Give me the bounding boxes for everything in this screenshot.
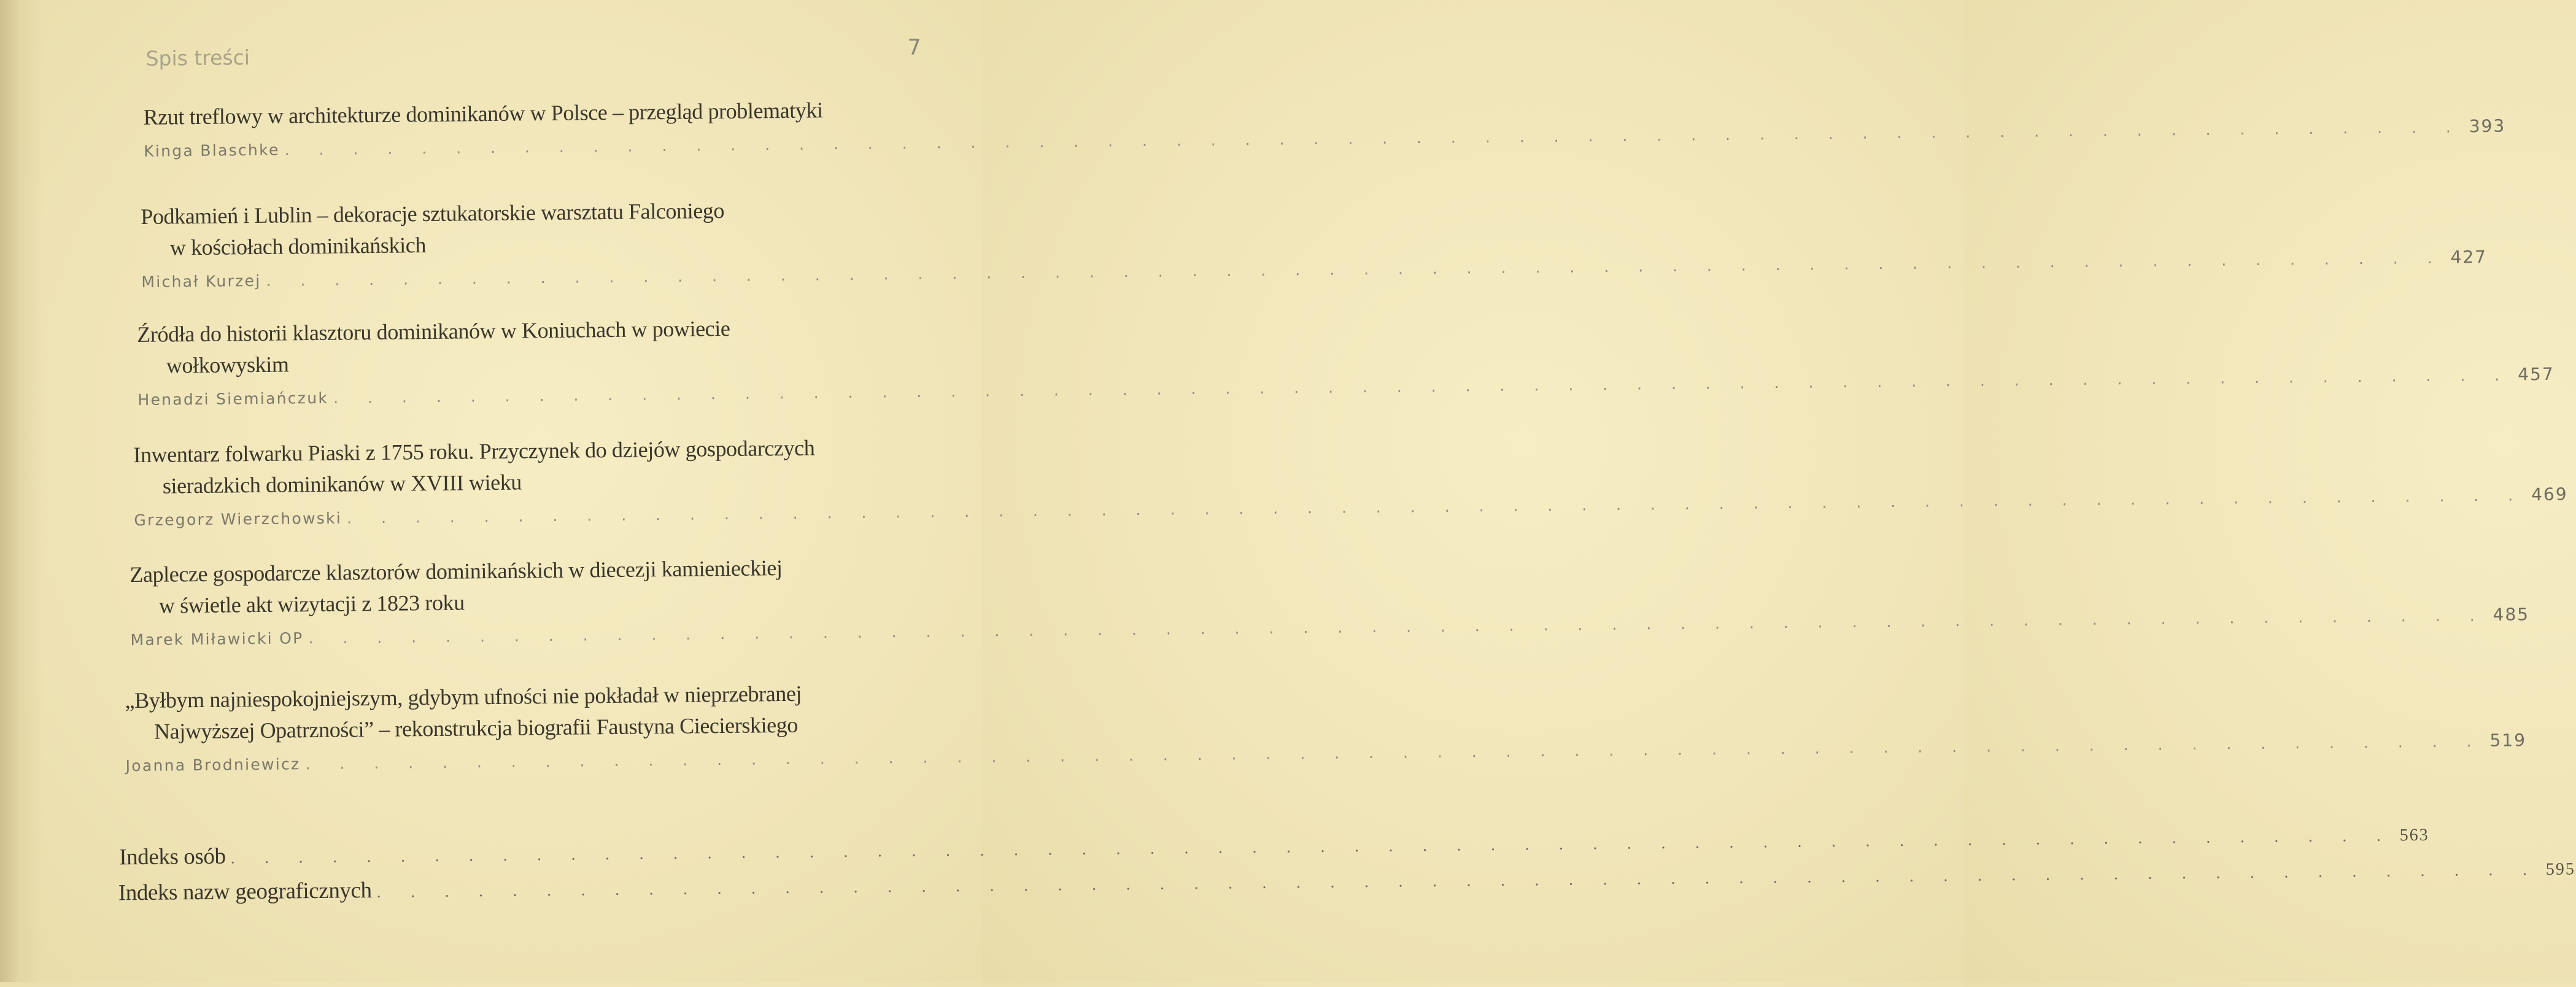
dot-leader: . . . . . . . . . . . . . . . . . . . . . . . . . . . . . . . . . . . . . . . . . . . . . . . . . . . . . . . . . . . . . . . . bbox=[230, 826, 2394, 867]
entry-author-line bbox=[144, 115, 2506, 161]
entry-title-line: Rzut treflowy w architekturze dominikanów w Polsce – przegląd problematyki bbox=[143, 98, 823, 130]
entry-title-line: sieradzkich dominikanów w XVIII wieku bbox=[162, 470, 522, 498]
entry-page-number: 519 bbox=[2489, 730, 2527, 751]
toc-index-entry[interactable] bbox=[118, 859, 2575, 908]
entry-page-number: 427 bbox=[2450, 246, 2488, 268]
entry-author: Michał Kurzej bbox=[141, 271, 261, 291]
index-title: Indeks osób bbox=[119, 843, 226, 870]
entry-title-line: Najwyższej Opatrzności” – rekonstrukcja biografii Faustyna Ciecierskiego bbox=[153, 712, 799, 744]
entry-author-line bbox=[125, 730, 2527, 776]
entry-title bbox=[143, 94, 919, 133]
entry-title-line: „Byłbym najniespokojniejszym, gdybym ufności nie pokładał w nieprzebranej bbox=[125, 681, 802, 713]
entry-title-line: Podkamień i Lublin – dekoracje sztukatorskie warsztatu Falconiego bbox=[141, 198, 725, 229]
running-header-page-number: 7 bbox=[907, 35, 921, 60]
toc-entry[interactable] bbox=[143, 94, 2506, 161]
entry-page-number: 457 bbox=[2518, 363, 2555, 385]
entry-author: Henadzi Siemiańczuk bbox=[137, 389, 329, 409]
entry-title-line: w świetle akt wizytacji z 1823 roku bbox=[158, 590, 465, 618]
entry-author: Grzegorz Wierzchowski bbox=[134, 509, 342, 530]
entry-title bbox=[141, 193, 921, 264]
entry-author: Marek Miławicki OP bbox=[130, 629, 304, 649]
dot-leader: . . . . . . . . . . . . . . . . . . . . . . . . . . . . . . . . . . . . . . . . . . . . . . . . . . . . . . . . . . . . . . . . bbox=[376, 860, 2540, 901]
dot-leader: . . . . . . . . . . . . . . . . . . . . . . . . . . . . . . . . . . . . . . . . . . . . . . . . . . . . . . . . . . . . . . . . bbox=[333, 366, 2512, 407]
entry-title bbox=[137, 311, 922, 382]
dot-leader: . . . . . . . . . . . . . . . . . . . . . . . . . . . . . . . . . . . . . . . . . . . . . . . . . . . . . . . . . . . . . . . . bbox=[308, 606, 2487, 648]
entry-title-line: Zaplecze gospodarcze klasztorów dominikańskich w diecezji kamienieckiej bbox=[130, 555, 783, 587]
toc-entry[interactable] bbox=[141, 193, 2488, 292]
entry-page-number: 485 bbox=[2493, 604, 2530, 625]
index-title: Indeks nazw geograficznych bbox=[118, 878, 372, 906]
entry-title bbox=[125, 677, 928, 748]
entry-page-number: 469 bbox=[2531, 484, 2568, 505]
entry-title bbox=[130, 551, 927, 622]
dot-leader: . . . . . . . . . . . . . . . . . . . . . . . . . . . . . . . . . . . . . . . . . . . . . . . . . . . . . . . . . . . . . . . . bbox=[284, 118, 2463, 159]
entry-title-line: Źródła do historii klasztoru dominikanów w Koniuchach w powiecie bbox=[137, 315, 730, 347]
index-page-number: 595 bbox=[2545, 859, 2575, 879]
dot-leader: . . . . . . . . . . . . . . . . . . . . . . . . . . . . . . . . . . . . . . . . . . . . . . . . . . . . . . . . . . . . . . . . bbox=[346, 486, 2526, 527]
entry-author: Joanna Brodniewicz bbox=[125, 755, 301, 775]
toc-entry[interactable] bbox=[133, 432, 2568, 530]
entry-author: Kinga Blaschke bbox=[144, 141, 280, 160]
toc-index-entry[interactable] bbox=[119, 825, 2429, 873]
entry-title-line: w kościołach dominikańskich bbox=[169, 233, 427, 260]
dot-leader: . . . . . . . . . . . . . . . . . . . . . . . . . . . . . . . . . . . . . . . . . . . . . . . . . . . . . . . . . . . . . . . . bbox=[266, 249, 2445, 290]
index-page-number: 563 bbox=[2399, 825, 2429, 845]
running-header-section-title: Spis treści bbox=[145, 45, 250, 71]
toc-entry[interactable] bbox=[137, 311, 2555, 409]
entry-page-number: 393 bbox=[2469, 115, 2506, 137]
toc-entry[interactable] bbox=[130, 551, 2530, 650]
dot-leader: . . . . . . . . . . . . . . . . . . . . . . . . . . . . . . . . . . . . . . . . . . . . . . . . . . . . . . . . . . . . . . . . bbox=[305, 732, 2484, 773]
toc-entry[interactable] bbox=[125, 677, 2527, 776]
entry-title-line: wołkowyskim bbox=[166, 352, 289, 378]
entry-title bbox=[133, 432, 926, 503]
entry-title-line: Inwentarz folwarku Piaski z 1755 roku. Przyczynek do dziejów gospodarczych bbox=[133, 435, 815, 468]
